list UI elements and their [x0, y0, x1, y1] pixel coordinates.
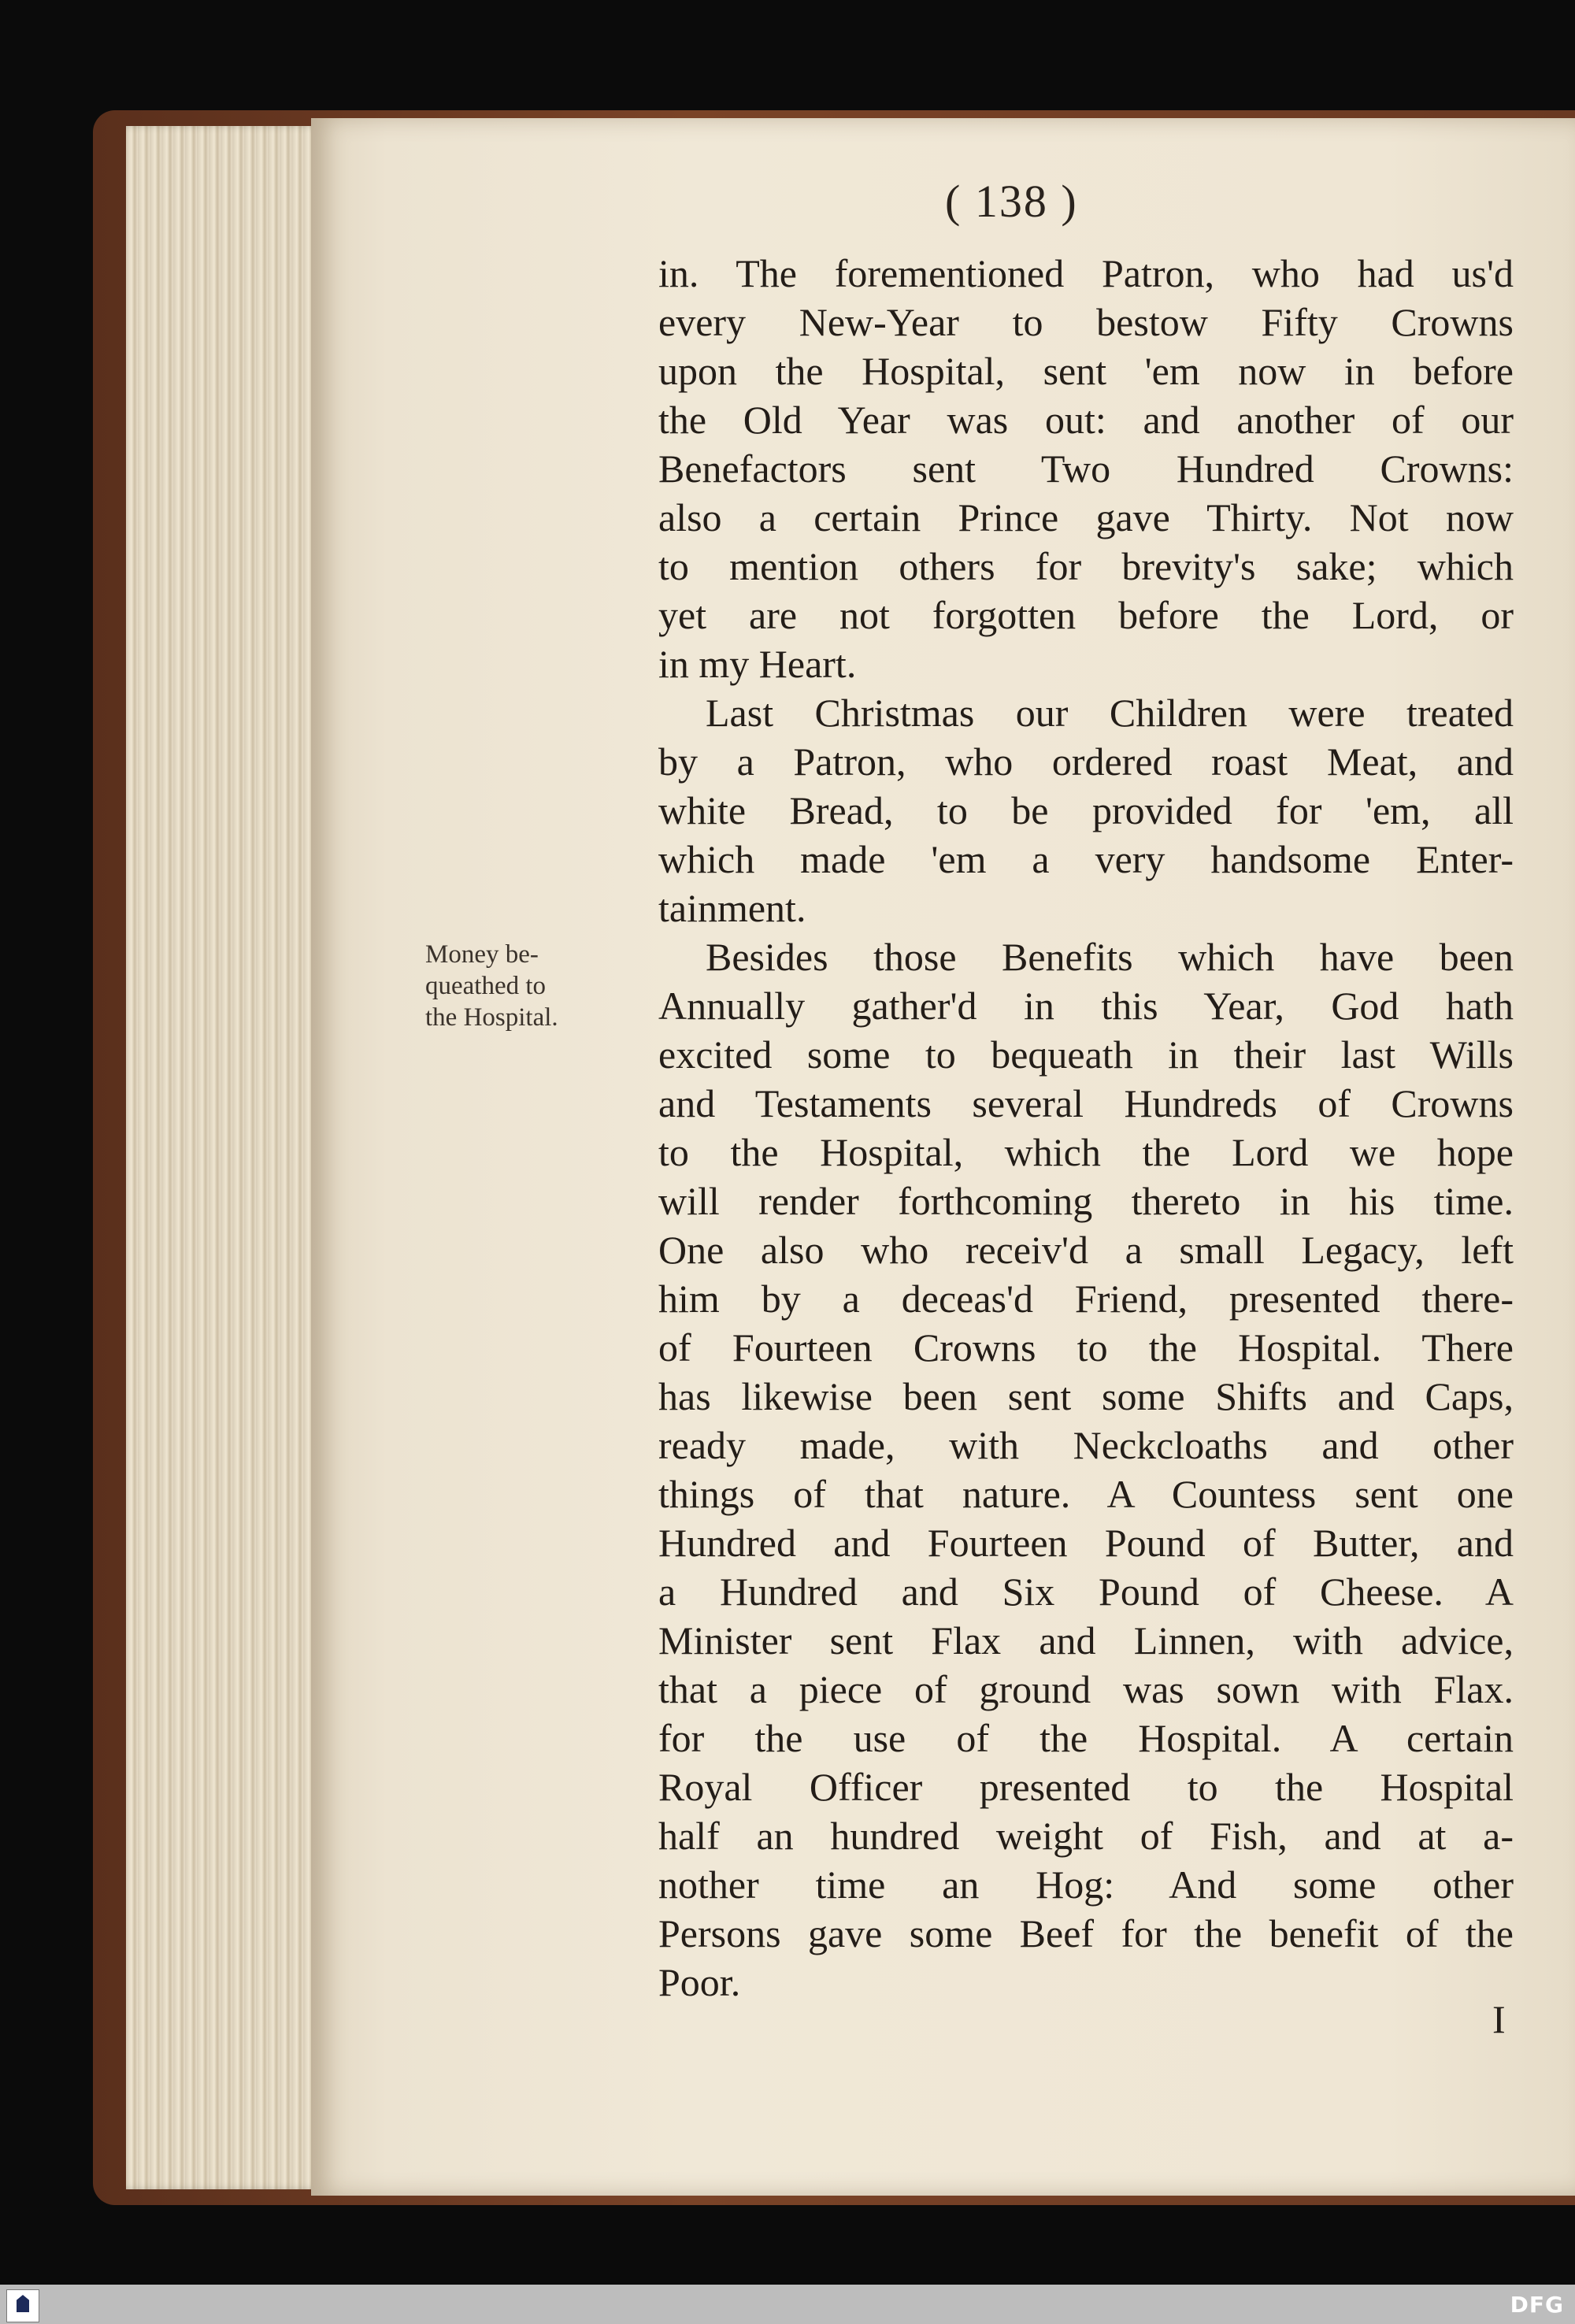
margin-note-line: Money be-: [425, 940, 539, 969]
text-line: in. The forementioned Patron, who had us'd: [658, 251, 1514, 295]
text-line: ready made, with Neckcloaths and other: [658, 1423, 1514, 1467]
text-line: Persons gave some Beef for the benefit of the: [658, 1911, 1514, 1955]
text-line: and Testaments several Hundreds of Crowns: [658, 1081, 1514, 1125]
text-line: a Hundred and Six Pound of Cheese. A: [658, 1570, 1514, 1614]
text-line: to mention others for brevity's sake; which: [658, 544, 1514, 588]
text-line: to the Hospital, which the Lord we hope: [658, 1130, 1514, 1174]
text-line: excited some to bequeath in their last Wills: [658, 1032, 1514, 1077]
library-logo-icon: [6, 2289, 39, 2322]
body-text: [658, 249, 1514, 2007]
text-line: yet are not forgotten before the Lord, or: [658, 593, 1514, 637]
text-line: in my Heart.: [658, 642, 857, 686]
text-line: him by a deceas'd Friend, presented there-: [658, 1277, 1514, 1321]
margin-note-line: the Hospital.: [425, 1003, 558, 1032]
text-line: Last Christmas our Children were treated: [706, 691, 1514, 735]
text-line: Royal Officer presented to the Hospital: [658, 1765, 1514, 1809]
text-line: half an hundred weight of Fish, and at a-: [658, 1814, 1514, 1858]
text-line: by a Patron, who ordered roast Meat, and: [658, 739, 1514, 784]
viewer-footer: [0, 2285, 1575, 2324]
text-line: Hundred and Fourteen Pound of Butter, and: [658, 1521, 1514, 1565]
text-line: of Fourteen Crowns to the Hospital. There: [658, 1325, 1514, 1370]
text-line: for the use of the Hospital. A certain: [658, 1716, 1514, 1760]
text-line: One also who receiv'd a small Legacy, left: [658, 1228, 1514, 1272]
text-line: Minister sent Flax and Linnen, with advice,: [658, 1618, 1514, 1662]
dfg-logo: DFG: [1510, 2292, 1564, 2318]
text-line: tainment.: [658, 886, 806, 930]
text-line: things of that nature. A Countess sent one: [658, 1472, 1514, 1516]
text-line: nother time an Hog: And some other: [658, 1863, 1514, 1907]
catchword: I: [1492, 1997, 1506, 2041]
text-line: which made 'em a very handsome Enter-: [658, 837, 1514, 881]
margin-note-line: queathed to: [425, 972, 547, 1000]
text-line: will render forthcoming thereto in his time.: [658, 1179, 1514, 1223]
text-line: Benefactors sent Two Hundred Crowns:: [658, 447, 1514, 491]
text-line: has likewise been sent some Shifts and Caps,: [658, 1374, 1514, 1418]
text-line: Poor.: [658, 1960, 741, 2004]
margin-note: [425, 939, 638, 1033]
text-line: Besides those Benefits which have been: [706, 935, 1514, 979]
text-line: that a piece of ground was sown with Flax.: [658, 1667, 1514, 1711]
text-line: upon the Hospital, sent 'em now in before: [658, 349, 1514, 393]
text-line: white Bread, to be provided for 'em, all: [658, 788, 1514, 832]
text-line: the Old Year was out: and another of our: [658, 398, 1514, 442]
text-line: Annually gather'd in this Year, God hath: [658, 984, 1514, 1028]
page-number: ( 138 ): [945, 176, 1078, 227]
text-line: every New-Year to bestow Fifty Crowns: [658, 300, 1514, 344]
text-line: also a certain Prince gave Thirty. Not now: [658, 495, 1514, 539]
